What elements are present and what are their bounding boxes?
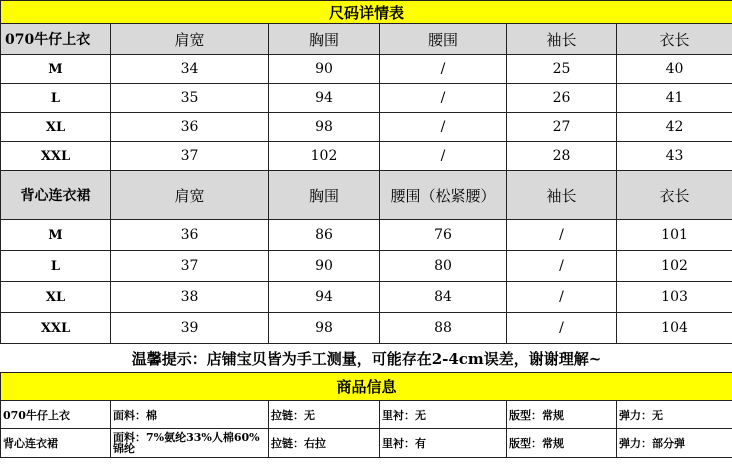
table-cell: 38	[111, 282, 269, 313]
table-cell: /	[507, 251, 617, 282]
fit-cell: 版型：常规	[507, 401, 617, 429]
zipper-cell: 拉链：无	[269, 401, 380, 429]
header-chest: 胸围	[269, 24, 380, 55]
lining-cell: 里衬：有	[380, 429, 507, 458]
product-info-title: 商品信息	[1, 373, 732, 401]
size-cell: M	[1, 220, 111, 251]
table-cell: 88	[380, 313, 507, 344]
fabric-cell: 面料：7%氨纶33%人棉60%锦纶	[111, 429, 269, 458]
table-cell: 36	[111, 220, 269, 251]
header-length: 衣长	[617, 24, 732, 55]
stretch-cell: 弹力：无	[617, 401, 732, 429]
size-cell: XXL	[1, 142, 111, 171]
table-cell: 80	[380, 251, 507, 282]
table-cell: 98	[269, 113, 380, 142]
table-cell: /	[507, 282, 617, 313]
section1-label: 070牛仔上衣	[1, 24, 111, 55]
fit-cell: 版型：常规	[507, 429, 617, 458]
table-cell: 37	[111, 142, 269, 171]
table-cell: 103	[617, 282, 732, 313]
size-cell: XXL	[1, 313, 111, 344]
section2-label: 背心连衣裙	[1, 171, 111, 220]
header-chest: 胸围	[269, 171, 380, 220]
size-cell: XL	[1, 282, 111, 313]
zipper-cell: 拉链：右拉	[269, 429, 380, 458]
table-cell: /	[380, 142, 507, 171]
table-cell: 90	[269, 55, 380, 84]
size-cell: L	[1, 251, 111, 282]
table-cell: 42	[617, 113, 732, 142]
header-sleeve: 袖长	[507, 24, 617, 55]
product-name: 背心连衣裙	[1, 429, 111, 458]
table-cell: 36	[111, 113, 269, 142]
table-cell: 40	[617, 55, 732, 84]
table-cell: 26	[507, 84, 617, 113]
lining-cell: 里衬：无	[380, 401, 507, 429]
table-cell: 27	[507, 113, 617, 142]
table-cell: /	[380, 113, 507, 142]
table-cell: 43	[617, 142, 732, 171]
table-cell: /	[507, 313, 617, 344]
table-cell: 37	[111, 251, 269, 282]
header-shoulder: 肩宽	[111, 24, 269, 55]
table-cell: 98	[269, 313, 380, 344]
table-cell: /	[507, 220, 617, 251]
measurement-note: 温馨提示：店铺宝贝皆为手工测量，可能存在2-4cm误差，谢谢理解~	[1, 344, 732, 373]
header-shoulder: 肩宽	[111, 171, 269, 220]
table-cell: 25	[507, 55, 617, 84]
table-cell: 86	[269, 220, 380, 251]
section2-header-row	[1, 171, 732, 220]
table-row	[1, 251, 732, 282]
table-cell: 101	[617, 220, 732, 251]
stretch-cell: 弹力：部分弹	[617, 429, 732, 458]
table-row	[1, 313, 732, 344]
table-cell: 84	[380, 282, 507, 313]
product-info-row	[1, 401, 732, 429]
table-cell: 104	[617, 313, 732, 344]
table-cell: 39	[111, 313, 269, 344]
table-cell: 102	[617, 251, 732, 282]
table-cell: 41	[617, 84, 732, 113]
size-cell: L	[1, 84, 111, 113]
header-waist: 腰围	[380, 24, 507, 55]
table-cell: 35	[111, 84, 269, 113]
table-cell: 34	[111, 55, 269, 84]
header-sleeve: 袖长	[507, 171, 617, 220]
table-cell: 94	[269, 282, 380, 313]
header-length: 衣长	[617, 171, 732, 220]
table-row	[1, 282, 732, 313]
table-cell: /	[380, 55, 507, 84]
table-cell: 94	[269, 84, 380, 113]
table-cell: 102	[269, 142, 380, 171]
fabric-cell: 面料：棉	[111, 401, 269, 429]
product-info-row	[1, 429, 732, 458]
table-cell: 90	[269, 251, 380, 282]
table-row	[1, 84, 732, 113]
table-cell: 28	[507, 142, 617, 171]
size-cell: XL	[1, 113, 111, 142]
header-waist-elastic: 腰围（松紧腰）	[380, 171, 507, 220]
size-table-title: 尺码详情表	[1, 1, 732, 24]
table-cell: /	[380, 84, 507, 113]
section1-header-row	[1, 24, 732, 55]
size-cell: M	[1, 55, 111, 84]
table-cell: 76	[380, 220, 507, 251]
table-row	[1, 142, 732, 171]
table-row	[1, 55, 732, 84]
table-row	[1, 220, 732, 251]
table-row	[1, 113, 732, 142]
product-name: 070牛仔上衣	[1, 401, 111, 429]
